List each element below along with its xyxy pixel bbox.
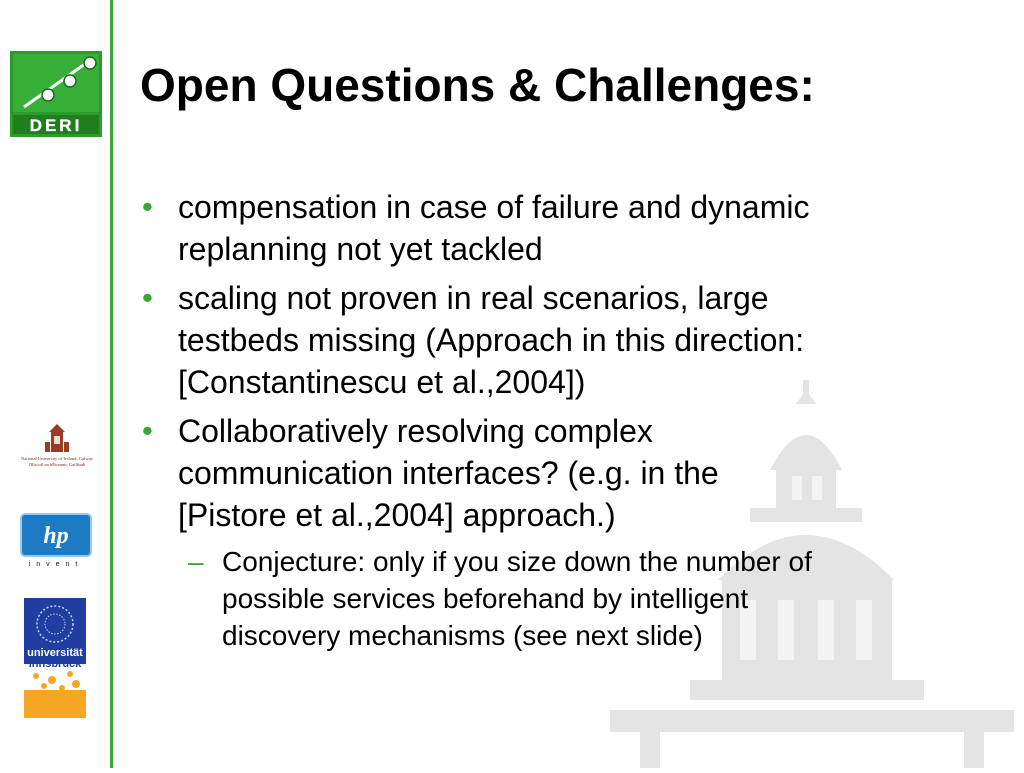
bullet-text: scaling not proven in real scenarios, large testbeds missing (Approach in this direction: [Constantinescu et al.,2004]) [178,280,805,400]
deri-logo-text: DERI [29,116,83,135]
bullet-marker: • [142,280,153,315]
bullet-text: compensation in case of failure and dynamic replanning not yet tackled [178,189,810,267]
bullet-marker: • [142,189,153,224]
ibk-logo-line1: universität [27,647,83,659]
deri-logo [10,51,102,137]
hp-logo-text: hp [43,523,69,549]
ibk-logo-line2: innsbruck [28,658,82,670]
slide-title: Open Questions & Challenges: [140,59,815,111]
nui-galway-logo [4,424,110,472]
bullet-text: Collaboratively resolving complex communication interfaces? (e.g. in the [Pistore et al.,2004] approach.) [178,413,719,533]
hp-tagline: invent [28,561,84,568]
nui-logo-line2: Ollscoil na hÉireann, Gaillimh [28,462,86,467]
hp-logo [20,513,92,573]
sidebar-divider [110,0,113,768]
bullet-item [142,277,1002,403]
bullet-item [142,410,1002,536]
logo-sidebar [0,0,112,768]
sub-bullet-text: Conjecture: only if you size down the number of possible services beforehand by intelligent discovery mechanisms (see next slide) [222,546,812,651]
nui-logo-line1: National University of Ireland, Galway [20,456,94,461]
bullet-item [142,186,1002,270]
innsbruck-logo [24,598,86,718]
slide-content [142,186,1002,654]
sub-bullet-item [142,543,1002,654]
bullet-marker: • [142,413,153,448]
sub-bullet-marker: – [188,546,204,577]
